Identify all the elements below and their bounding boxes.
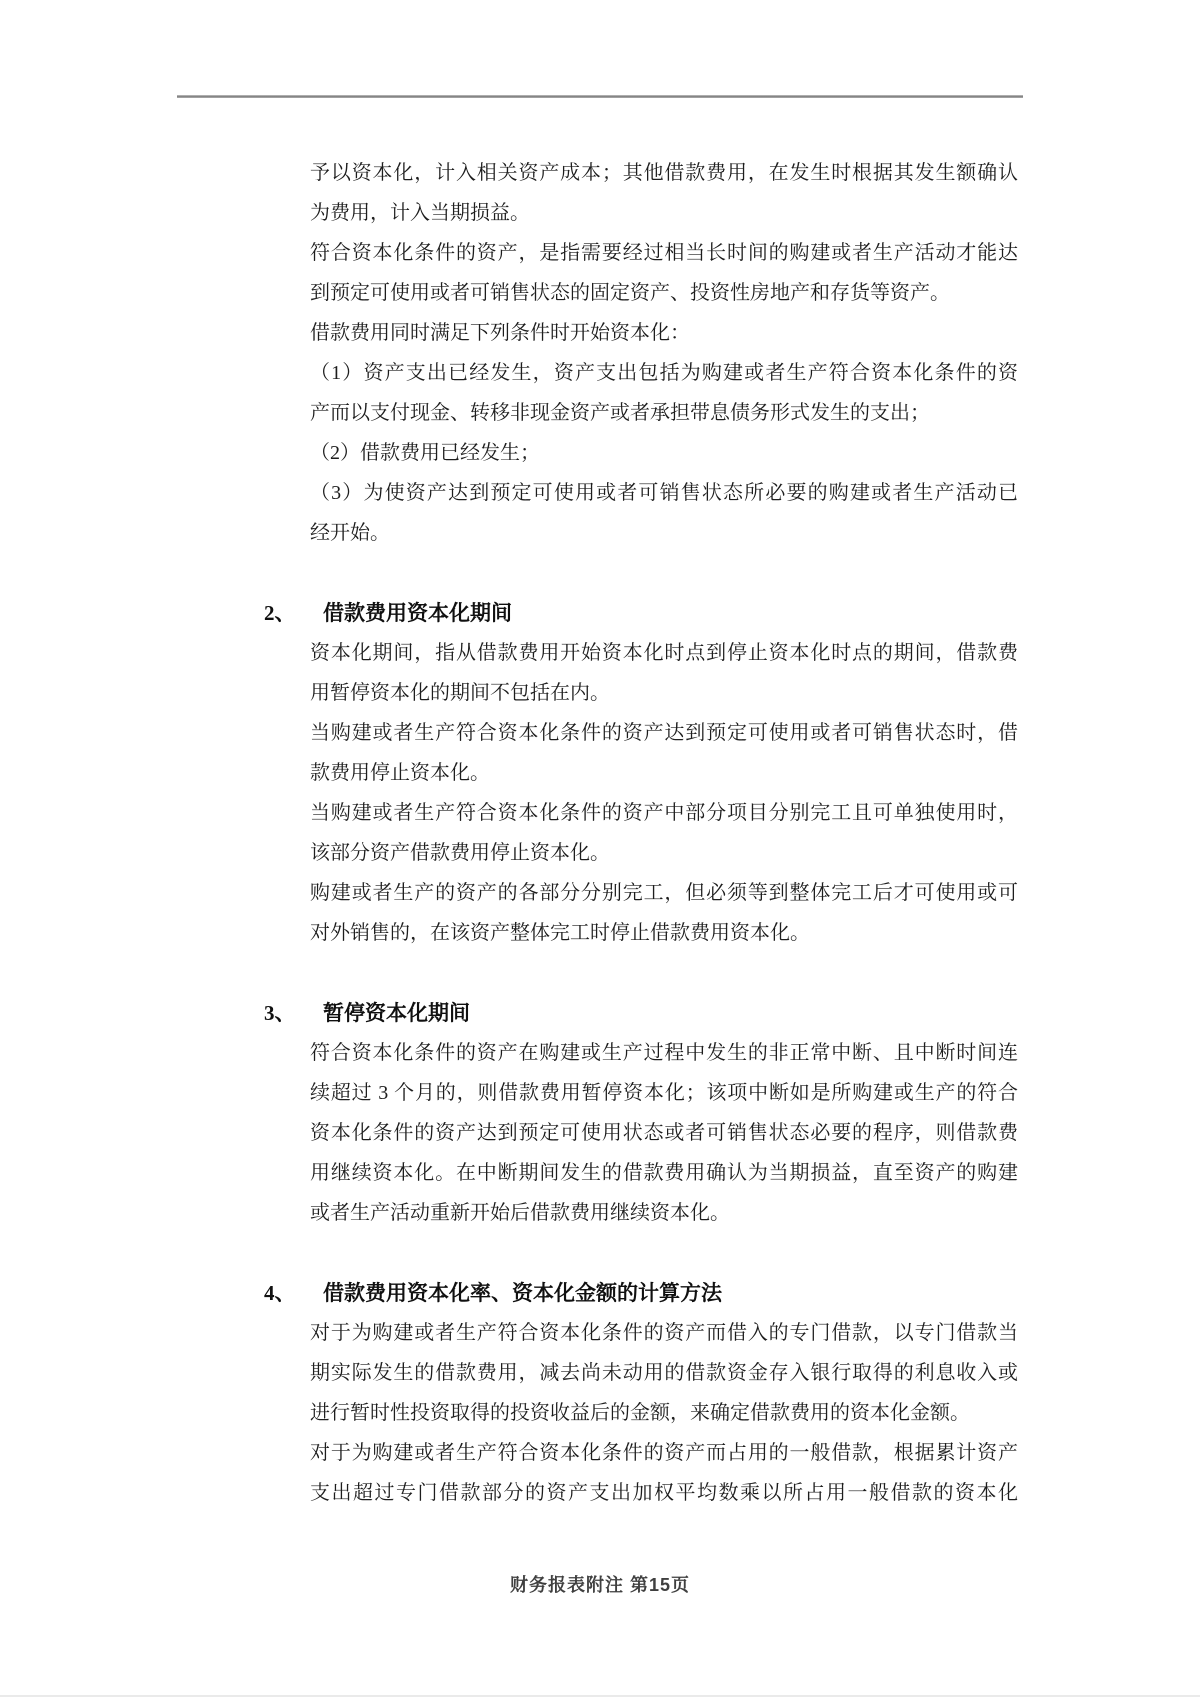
text-line: （2）借款费用已经发生； bbox=[310, 442, 540, 464]
text-line: 借款费用同时满足下列条件时开始资本化： bbox=[310, 322, 690, 344]
paragraph bbox=[310, 873, 1018, 953]
paragraph bbox=[310, 1033, 1018, 1233]
paragraph bbox=[310, 1433, 1018, 1513]
section-heading bbox=[264, 593, 1018, 633]
paragraph bbox=[310, 233, 1018, 313]
text-line: 续超过 3 个月的，则借款费用暂停资本化；该项中断如是所购建或生产的符合 bbox=[310, 1082, 1018, 1104]
text-line: 当购建或者生产符合资本化条件的资产达到预定可使用或者可销售状态时，借 bbox=[310, 722, 1018, 744]
text-line: 期实际发生的借款费用，减去尚未动用的借款资金存入银行取得的利息收入或 bbox=[310, 1362, 1018, 1384]
text-line: 进行暂时性投资取得的投资收益后的金额，来确定借款费用的资本化金额。 bbox=[310, 1402, 970, 1424]
section-number: 4、 bbox=[264, 1281, 296, 1305]
text-line: 符合资本化条件的资产，是指需要经过相当长时间的购建或者生产活动才能达 bbox=[310, 242, 1018, 264]
text-line: （3）为使资产达到预定可使用或者可销售状态所必要的购建或者生产活动已 bbox=[310, 482, 1018, 504]
section-title: 暂停资本化期间 bbox=[323, 1001, 470, 1025]
text-line: 产而以支付现金、转移非现金资产或者承担带息债务形式发生的支出； bbox=[310, 402, 930, 424]
text-line: 用继续资本化。在中断期间发生的借款费用确认为当期损益，直至资产的购建 bbox=[310, 1162, 1018, 1184]
document-content bbox=[264, 153, 1018, 1513]
text-line: 支出超过专门借款部分的资产支出加权平均数乘以所占用一般借款的资本化 bbox=[310, 1482, 1018, 1504]
text-line: 到预定可使用或者可销售状态的固定资产、投资性房地产和存货等资产。 bbox=[310, 282, 950, 304]
section-heading bbox=[264, 1273, 1018, 1313]
text-line: 对于为购建或者生产符合资本化条件的资产而占用的一般借款，根据累计资产 bbox=[310, 1442, 1018, 1464]
paragraph bbox=[310, 473, 1018, 553]
text-line: 该部分资产借款费用停止资本化。 bbox=[310, 842, 610, 864]
text-line: 符合资本化条件的资产在购建或生产过程中发生的非正常中断、且中断时间连 bbox=[310, 1042, 1018, 1064]
text-line: 用暂停资本化的期间不包括在内。 bbox=[310, 682, 610, 704]
paragraph bbox=[310, 353, 1018, 433]
page-footer bbox=[0, 1567, 1200, 1603]
text-line: 款费用停止资本化。 bbox=[310, 762, 490, 784]
footer-text: 财务报表附注 第15页 bbox=[509, 1575, 691, 1595]
paragraph bbox=[310, 793, 1018, 873]
section-number: 3、 bbox=[264, 1001, 296, 1025]
text-line: 经开始。 bbox=[310, 522, 390, 544]
text-line: 购建或者生产的资产的各部分分别完工，但必须等到整体完工后才可使用或可 bbox=[310, 882, 1018, 904]
text-line: 资本化条件的资产达到预定可使用状态或者可销售状态必要的程序，则借款费 bbox=[310, 1122, 1018, 1144]
text-line: 予以资本化，计入相关资产成本；其他借款费用，在发生时根据其发生额确认 bbox=[310, 162, 1018, 184]
section-title: 借款费用资本化期间 bbox=[323, 601, 512, 625]
section-number: 2、 bbox=[264, 601, 296, 625]
paragraph bbox=[310, 153, 1018, 233]
paragraph bbox=[310, 713, 1018, 793]
text-line: 对于为购建或者生产符合资本化条件的资产而借入的专门借款，以专门借款当 bbox=[310, 1322, 1018, 1344]
paragraph bbox=[310, 1313, 1018, 1433]
section-title: 借款费用资本化率、资本化金额的计算方法 bbox=[323, 1281, 722, 1305]
section-heading bbox=[264, 993, 1018, 1033]
paragraph bbox=[310, 633, 1018, 713]
header-rule bbox=[177, 95, 1023, 98]
paragraph bbox=[310, 313, 1018, 353]
text-line: 为费用，计入当期损益。 bbox=[310, 202, 530, 224]
text-line: （1）资产支出已经发生，资产支出包括为购建或者生产符合资本化条件的资 bbox=[310, 362, 1018, 384]
text-line: 或者生产活动重新开始后借款费用继续资本化。 bbox=[310, 1202, 730, 1224]
paragraph bbox=[310, 433, 1018, 473]
text-line: 对外销售的，在该资产整体完工时停止借款费用资本化。 bbox=[310, 922, 810, 944]
text-line: 资本化期间，指从借款费用开始资本化时点到停止资本化时点的期间，借款费 bbox=[310, 642, 1018, 664]
text-line: 当购建或者生产符合资本化条件的资产中部分项目分别完工且可单独使用时， bbox=[310, 802, 1018, 824]
